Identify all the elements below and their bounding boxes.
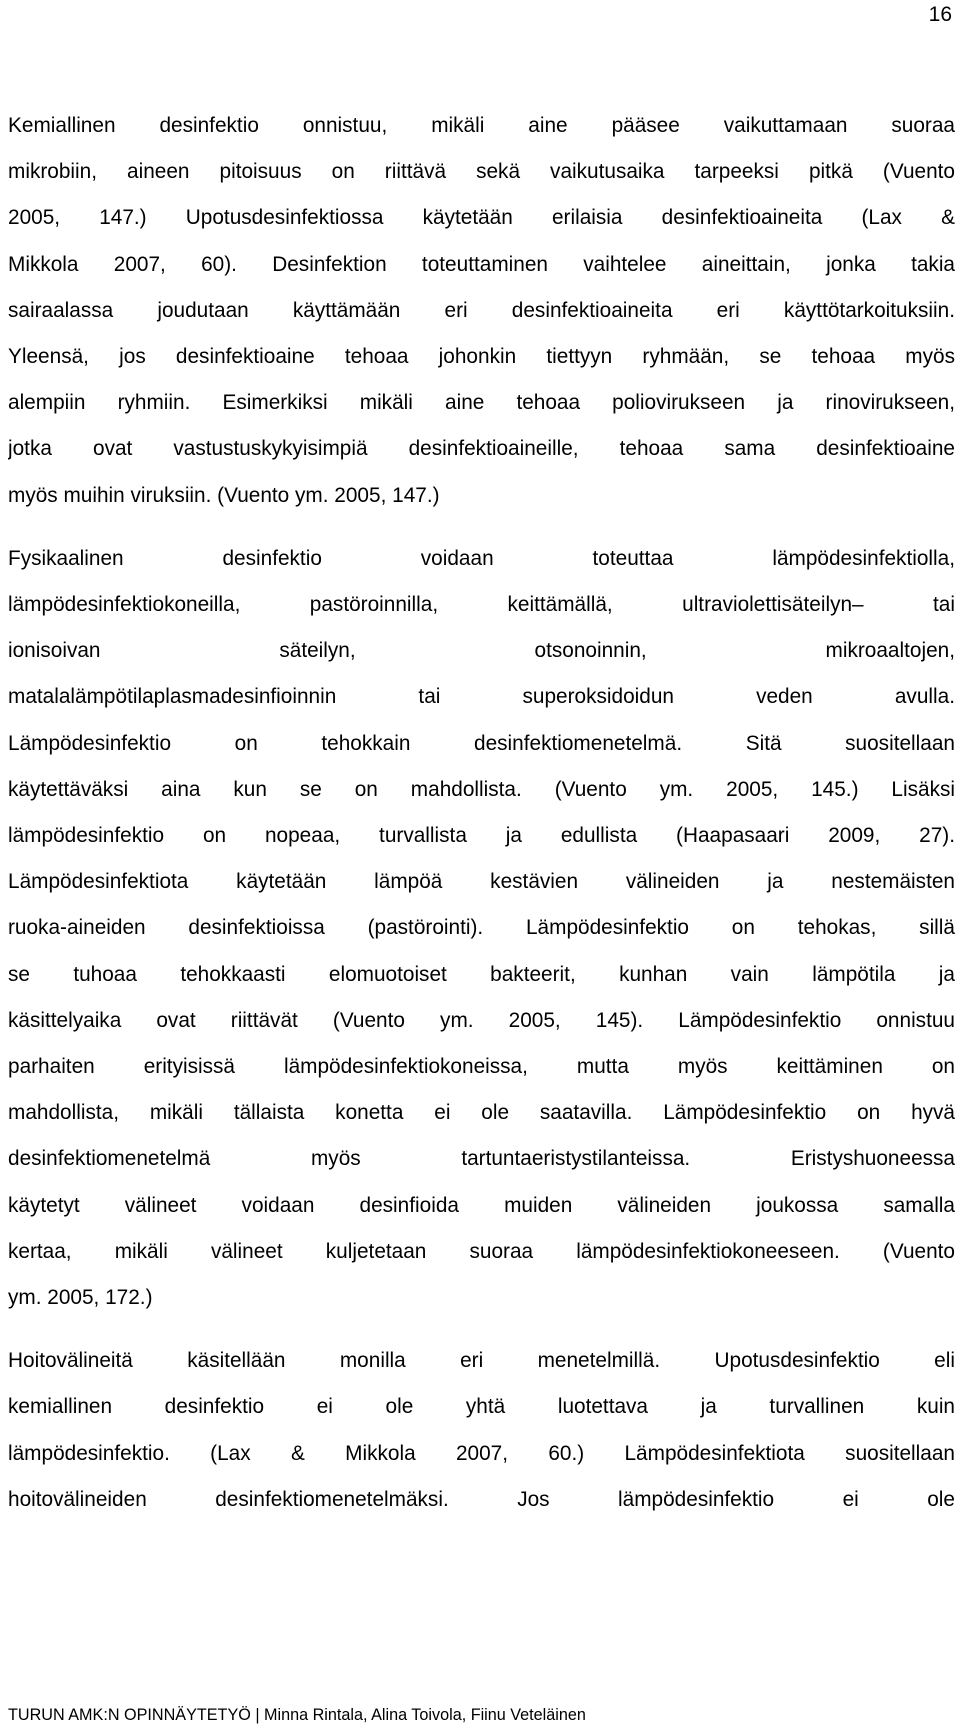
text-line: ym. 2005, 172.) bbox=[8, 1286, 153, 1310]
page-footer: TURUN AMK:N OPINNÄYTETYÖ | Minna Rintala, Alina Toivola, Fiinu Veteläinen bbox=[8, 1706, 586, 1724]
paragraph-physical-disinfection bbox=[8, 536, 955, 1321]
text-line: 2005, 147.) Upotusdesinfektiossa käytetään erilaisia desinfektioaineita (Lax & bbox=[8, 206, 955, 230]
paragraph-gap bbox=[8, 519, 955, 536]
text-line: käsittelyaika ovat riittävät (Vuento ym. 2005, 145). Lämpödesinfektio onnistuu bbox=[8, 1008, 955, 1032]
text-line: sairaalassa joudutaan käyttämään eri desinfektioaineita eri käyttötarkoituksiin. bbox=[8, 298, 955, 322]
document-body bbox=[8, 103, 955, 1523]
text-line: Fysikaalinen desinfektio voidaan toteuttaa lämpödesinfektiolla, bbox=[8, 546, 955, 570]
text-line: Hoitovälineitä käsitellään monilla eri menetelmillä. Upotusdesinfektio eli bbox=[8, 1349, 955, 1373]
text-line: Kemiallinen desinfektio onnistuu, mikäli aine pääsee vaikuttamaan suoraa bbox=[8, 114, 955, 137]
text-line: mikrobiin, aineen pitoisuus on riittävä sekä vaikutusaika tarpeeksi pitkä (Vuento bbox=[8, 160, 955, 184]
text-line: Lämpödesinfektiota käytetään lämpöä kestävien välineiden ja nestemäisten bbox=[8, 870, 955, 894]
paragraph-instrument-handling bbox=[8, 1338, 955, 1523]
text-line: jotka ovat vastustuskykyisimpiä desinfektioaineille, tehoaa sama desinfektioaine bbox=[8, 437, 955, 461]
text-line: mahdollista, mikäli tällaista konetta ei ole saatavilla. Lämpödesinfektio on hyvä bbox=[8, 1101, 955, 1125]
text-line: parhaiten erityisissä lämpödesinfektiokoneissa, mutta myös keittäminen on bbox=[8, 1055, 955, 1079]
paragraph-gap bbox=[8, 1321, 955, 1338]
text-line: myös muihin viruksiin. (Vuento ym. 2005, 147.) bbox=[8, 483, 440, 507]
text-line: matalalämpötilaplasmadesinfioinnin tai superoksidoidun veden avulla. bbox=[8, 685, 955, 709]
text-line: lämpödesinfektiokoneilla, pastöroinnilla, keittämällä, ultraviolettisäteilyn– tai bbox=[8, 593, 955, 617]
text-line: Mikkola 2007, 60). Desinfektion toteuttaminen vaihtelee aineittain, jonka takia bbox=[8, 252, 955, 276]
text-line: ruoka-aineiden desinfektioissa (pastörointi). Lämpödesinfektio on tehokas, sillä bbox=[8, 916, 955, 940]
text-line: ionisoivan säteilyn, otsonoinnin, mikroaaltojen, bbox=[8, 639, 955, 663]
text-line: Lämpödesinfektio on tehokkain desinfektiomenetelmä. Sitä suositellaan bbox=[8, 731, 955, 755]
page-number: 16 bbox=[928, 3, 952, 26]
text-line: kertaa, mikäli välineet kuljetetaan suoraa lämpödesinfektiokoneeseen. (Vuento bbox=[8, 1239, 955, 1263]
text-line: alempiin ryhmiin. Esimerkiksi mikäli aine tehoaa poliovirukseen ja rinovirukseen, bbox=[8, 391, 955, 415]
text-line: se tuhoaa tehokkaasti elomuotoiset bakteerit, kunhan vain lämpötila ja bbox=[8, 962, 955, 986]
text-line: lämpödesinfektio. (Lax & Mikkola 2007, 60.) Lämpödesinfektiota suositellaan bbox=[8, 1441, 955, 1465]
paragraph-chemical-disinfection bbox=[8, 103, 955, 519]
text-line: desinfektiomenetelmä myös tartuntaeristystilanteissa. Eristyshuoneessa bbox=[8, 1147, 955, 1171]
text-line: Yleensä, jos desinfektioaine tehoaa johonkin tiettyyn ryhmään, se tehoaa myös bbox=[8, 345, 955, 369]
text-line: käytetyt välineet voidaan desinfioida muiden välineiden joukossa samalla bbox=[8, 1193, 955, 1217]
text-line: käytettäväksi aina kun se on mahdollista. (Vuento ym. 2005, 145.) Lisäksi bbox=[8, 777, 955, 801]
text-line: hoitovälineiden desinfektiomenetelmäksi. Jos lämpödesinfektio ei ole bbox=[8, 1487, 955, 1511]
text-line: lämpödesinfektio on nopeaa, turvallista ja edullista (Haapasaari 2009, 27). bbox=[8, 824, 955, 848]
text-line: kemiallinen desinfektio ei ole yhtä luotettava ja turvallinen kuin bbox=[8, 1395, 955, 1419]
